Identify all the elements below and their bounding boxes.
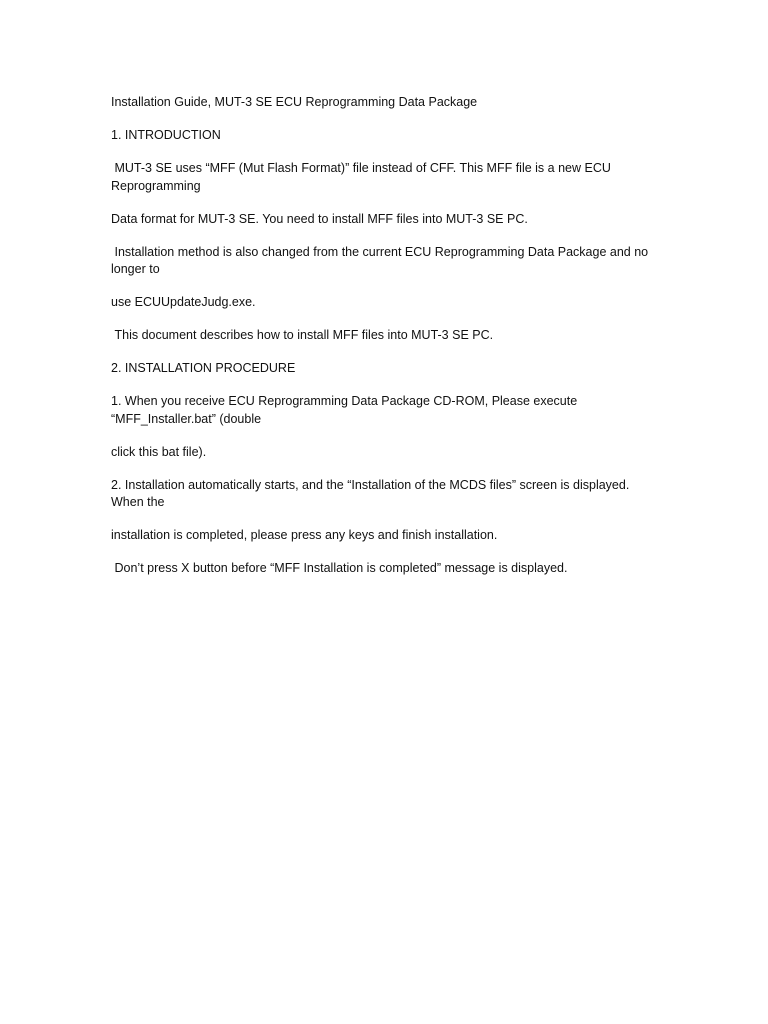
paragraph: use ECUUpdateJudg.exe. [111,295,256,309]
paragraph: Data format for MUT-3 SE. You need to install MFF files into MUT-3 SE PC. [111,211,528,226]
paragraph: 1. When you receive ECU Reprogramming Data Package CD-ROM, Please execute “MFF_Installer.bat” (double [111,394,581,426]
section-heading-installation-procedure: 2. INSTALLATION PROCEDURE [111,361,296,375]
paragraph: Don’t press X button before “MFF Installation is completed” message is displayed. [111,561,568,575]
paragraph: 2. Installation automatically starts, and the “Installation of the MCDS files” screen is displayed. When the [111,477,633,509]
document-title: Installation Guide, MUT-3 SE ECU Reprogramming Data Package [111,95,478,109]
paragraph: This document describes how to install MFF files into MUT-3 SE PC. [111,328,494,342]
document-body [111,94,659,593]
paragraph: Installation method is also changed from the current ECU Reprogramming Data Package and no longer to [111,244,652,276]
paragraph: MUT-3 SE uses “MFF (Mut Flash Format)” file instead of CFF. This MFF file is a new ECU Reprogramming [111,161,615,193]
paragraph: click this bat file). [111,444,207,459]
paragraph: installation is completed, please press any keys and finish installation. [111,528,498,542]
section-heading-introduction: 1. INTRODUCTION [111,128,221,142]
